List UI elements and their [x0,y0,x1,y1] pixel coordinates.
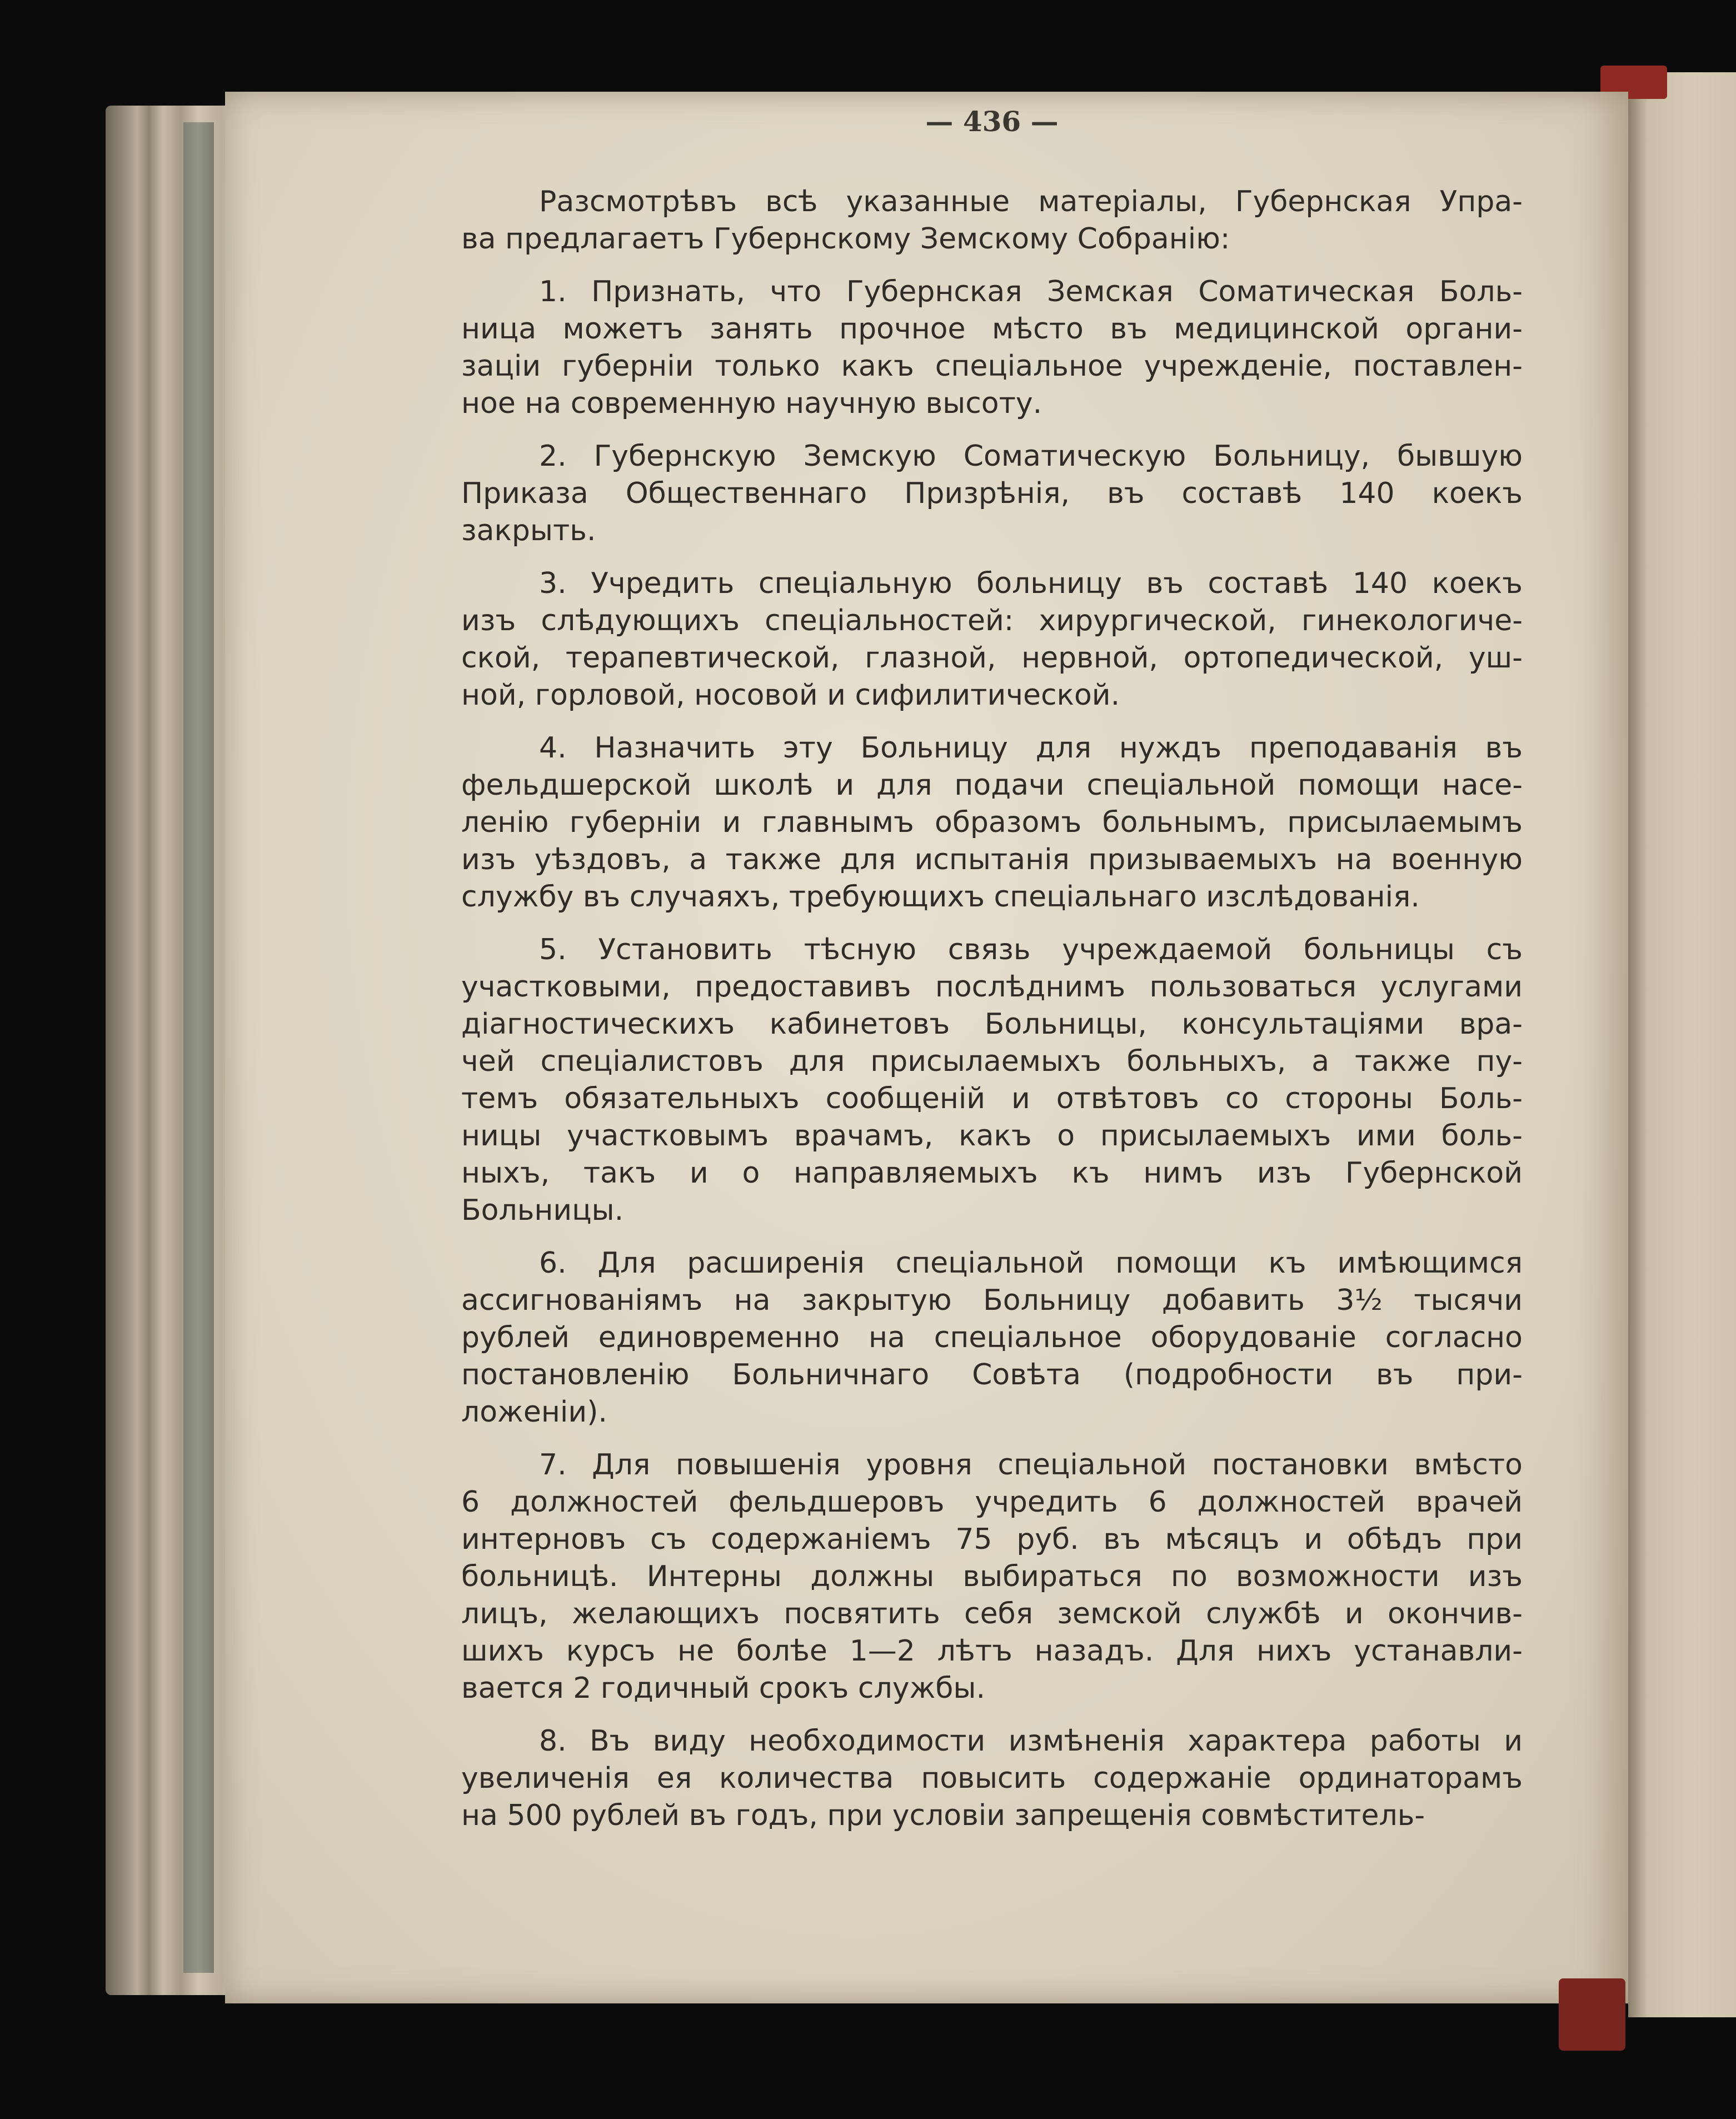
text-line: службу въ случаяхъ, требующихъ спеціальнаго изслѣдованія. [461,880,1420,914]
text-line: діагностическихъ кабинетовъ Больницы, консультаціями вра- [461,1008,1523,1041]
text-line: 8. Въ виду необходимости измѣненія характера работы и [539,1724,1523,1758]
paragraph [461,1447,1523,1707]
page-number: — 436 — [925,105,1059,138]
text-line: 4. Назначить эту Больницу для нуждъ преподаванія въ [539,731,1523,765]
text-line: рублей единовременно на спеціальное оборудованіе согласно [461,1321,1523,1354]
text-line: больницѣ. Интерны должны выбираться по возможности изъ [461,1560,1523,1593]
text-line: закрыть. [461,514,596,547]
paragraph-list [461,183,1523,1834]
text-line: 6 должностей фельдшеровъ учредить 6 должностей врачей [461,1485,1523,1519]
facing-page [1628,72,1736,2017]
text-line: постановленію Больничнаго Совѣта (подробности въ при- [461,1358,1523,1392]
paragraph [461,1723,1523,1834]
text-line: ской, терапевтической, глазной, нервной, ортопедической, уш- [461,641,1523,675]
text-line: фельдшерской школѣ и для подачи спеціальной помощи насе- [461,769,1523,802]
paragraph [461,730,1523,916]
text-line: Больницы. [461,1194,624,1227]
text-line: шихъ курсъ не болѣе 1—2 лѣтъ назадъ. Для нихъ устанавли- [461,1634,1523,1668]
text-line: интерновъ съ содержаніемъ 75 руб. въ мѣсяцъ и обѣдъ при [461,1523,1523,1556]
paragraph [461,1245,1523,1431]
text-line: 1. Признать, что Губернская Земская Соматическая Боль- [539,275,1523,308]
text-line: ва предлагаетъ Губернскому Земскому Собранію: [461,222,1230,256]
text-line: 3. Учредить спеціальную больницу въ составѣ 140 коекъ [539,567,1523,600]
text-line: изъ уѣздовъ, а также для испытанія призываемыхъ на военную [461,843,1523,876]
text-line: чей спеціалистовъ для присылаемыхъ больныхъ, а также пу- [461,1045,1523,1078]
paragraph [461,565,1523,714]
text-line: участковыми, предоставивъ послѣднимъ пользоваться услугами [461,970,1523,1004]
text-line: 7. Для повышенія уровня спеціальной постановки вмѣсто [539,1448,1523,1482]
text-line: ное на современную научную высоту. [461,387,1042,420]
text-line: ной, горловой, носовой и сифилитической. [461,679,1120,712]
text-line: увеличенія ея количества повысить содержаніе ординаторамъ [461,1762,1523,1795]
text-line: лицъ, желающихъ посвятить себя земской службѣ и окончив- [461,1597,1523,1631]
text-line: Разсмотрѣвъ всѣ указанные матеріалы, Губернская Упра- [539,185,1523,218]
text-line: ныхъ, такъ и о направляемыхъ къ нимъ изъ Губернской [461,1156,1523,1190]
paragraph [461,438,1523,550]
text-line: вается 2 годичный срокъ службы. [461,1672,985,1705]
text-line: ница можетъ занять прочное мѣсто въ медицинской органи- [461,312,1523,346]
paragraph [461,183,1523,258]
bookmark-ribbon-bottom [1559,1978,1625,2051]
text-line: ленію губерніи и главнымъ образомъ больнымъ, присылаемымъ [461,806,1523,839]
text-line: темъ обязательныхъ сообщеній и отвѣтовъ со стороны Боль- [461,1082,1523,1115]
text-line: изъ слѣдующихъ спеціальностей: хирургической, гинекологиче- [461,604,1523,637]
text-line: ложеніи). [461,1395,607,1429]
paragraph [461,931,1523,1229]
text-line: 6. Для расширенія спеціальной помощи къ имѣющимся [539,1247,1523,1280]
text-line: 2. Губернскую Земскую Соматическую Больницу, бывшую [539,440,1523,473]
text-line: Приказа Общественнаго Призрѣнія, въ составѣ 140 коекъ [461,477,1523,510]
text-line: 5. Установить тѣсную связь учреждаемой больницы съ [539,933,1523,966]
text-line: заціи губерніи только какъ спеціальное учрежденіе, поставлен- [461,350,1523,383]
text-line: ассигнованіямъ на закрытую Больницу добавить 3½ тысячи [461,1284,1523,1317]
paragraph [461,273,1523,422]
text-line: ницы участковымъ врачамъ, какъ о присылаемыхъ ими боль- [461,1119,1523,1153]
page-text [461,103,1523,1850]
text-line: на 500 рублей въ годъ, при условіи запрещенія совмѣститель- [461,1799,1425,1832]
